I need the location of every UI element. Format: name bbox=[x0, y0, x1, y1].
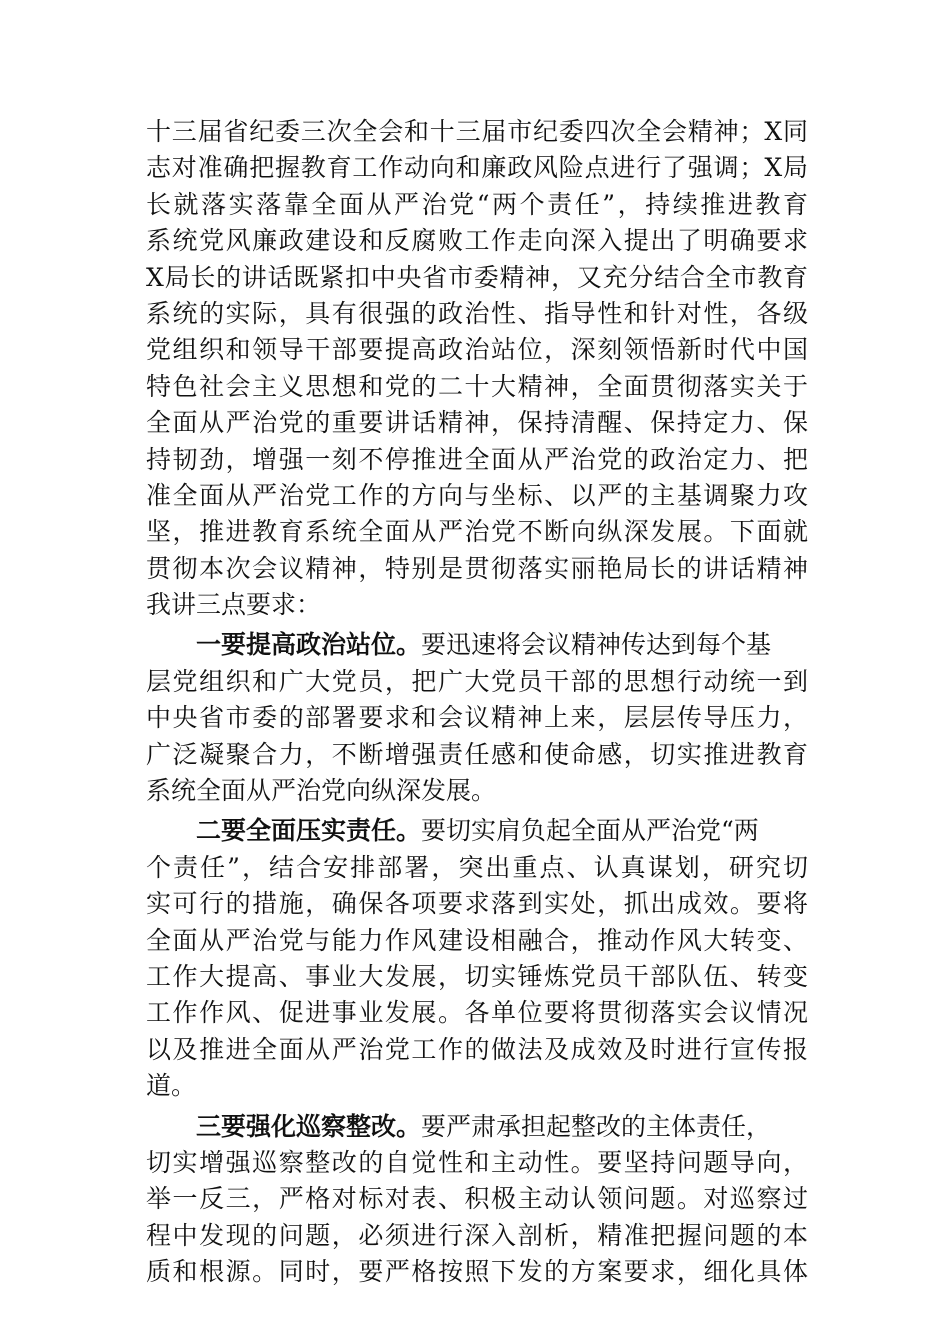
text-line: 个责任”，结合安排部署，突出重点、认真谋划，研究切 bbox=[146, 852, 808, 882]
text-line: 层党组织和广大党员，把广大党员干部的思想行动统一到 bbox=[146, 666, 808, 696]
text-line: 工作大提高、事业大发展，切实锤炼党员干部队伍、转变 bbox=[146, 961, 808, 991]
text-line: 长就落实落靠全面从严治党“两个责任”，持续推进教育 bbox=[146, 189, 808, 219]
text-line bbox=[146, 1109, 808, 1145]
text-line: 系统全面从严治党向纵深发展。 bbox=[146, 776, 497, 806]
point-heading: 二要全面压实责任。 bbox=[196, 816, 422, 846]
text-line: 质和根源。同时，要严格按照下发的方案要求，细化具体 bbox=[146, 1257, 808, 1287]
text-line: 切实增强巡察整改的自觉性和主动性。要坚持问题导向， bbox=[146, 1147, 808, 1177]
point-heading: 一要提高政治站位。 bbox=[196, 630, 422, 660]
point-heading: 三要强化巡察整改。 bbox=[196, 1111, 422, 1141]
text-line: 中央省市委的部署要求和会议精神上来，层层传导压力， bbox=[146, 703, 808, 733]
text-line: 准全面从严治党工作的方向与坐标、以严的主基调聚力攻 bbox=[146, 480, 808, 510]
text-line: 道。 bbox=[146, 1071, 197, 1101]
text-line: 广泛凝聚合力，不断增强责任感和使命感，切实推进教育 bbox=[146, 739, 808, 769]
text-line: 坚，推进教育系统全面从严治党不断向纵深发展。下面就 bbox=[146, 517, 808, 547]
text-line: 系统的实际，具有很强的政治性、指导性和针对性，各级 bbox=[146, 298, 808, 328]
text-line: 举一反三，严格对标对表、积极主动认领问题。对巡察过 bbox=[146, 1184, 808, 1214]
paragraph-intro bbox=[146, 114, 808, 623]
document-page bbox=[146, 114, 808, 1291]
text-line: 程中发现的问题，必须进行深入剖析，精准把握问题的本 bbox=[146, 1220, 808, 1250]
text-line: 持韧劲，增强一刻不停推进全面从严治党的政治定力、把 bbox=[146, 444, 808, 474]
paragraph-point-1 bbox=[146, 627, 808, 809]
paragraph-point-2 bbox=[146, 813, 808, 1104]
text-line: 系统党风廉政建设和反腐败工作走向深入提出了明确要求 bbox=[146, 226, 808, 256]
paragraph-point-3 bbox=[146, 1109, 808, 1291]
text-line: 全面从严治党与能力作风建设相融合，推动作风大转变、 bbox=[146, 925, 808, 955]
text-line: 我讲三点要求： bbox=[146, 590, 322, 620]
text-line bbox=[146, 627, 808, 663]
point-text: 要迅速将会议精神传达到每个基 bbox=[421, 630, 772, 660]
text-line: 志对准确把握教育工作动向和廉政风险点进行了强调；X局 bbox=[146, 153, 808, 183]
text-line: 党组织和领导干部要提高政治站位，深刻领悟新时代中国 bbox=[146, 335, 808, 365]
text-line: X局长的讲话既紧扣中央省市委精神，又充分结合全市教育 bbox=[146, 262, 808, 292]
text-line: 贯彻本次会议精神，特别是贯彻落实丽艳局长的讲话精神 bbox=[146, 553, 808, 583]
text-line: 工作作风、促进事业发展。各单位要将贯彻落实会议情况 bbox=[146, 998, 808, 1028]
text-line bbox=[146, 813, 808, 849]
text-line: 十三届省纪委三次全会和十三届市纪委四次全会精神；X同 bbox=[146, 117, 808, 146]
text-line: 特色社会主义思想和党的二十大精神，全面贯彻落实关于 bbox=[146, 371, 808, 401]
text-line: 全面从严治党的重要讲话精神，保持清醒、保持定力、保 bbox=[146, 408, 808, 438]
point-text: 要严肃承担起整改的主体责任， bbox=[421, 1111, 772, 1141]
text-line: 实可行的措施，确保各项要求落到实处，抓出成效。要将 bbox=[146, 889, 808, 919]
text-line: 以及推进全面从严治党工作的做法及成效及时进行宣传报 bbox=[146, 1034, 808, 1064]
point-text: 要切实肩负起全面从严治党“两 bbox=[421, 816, 759, 846]
